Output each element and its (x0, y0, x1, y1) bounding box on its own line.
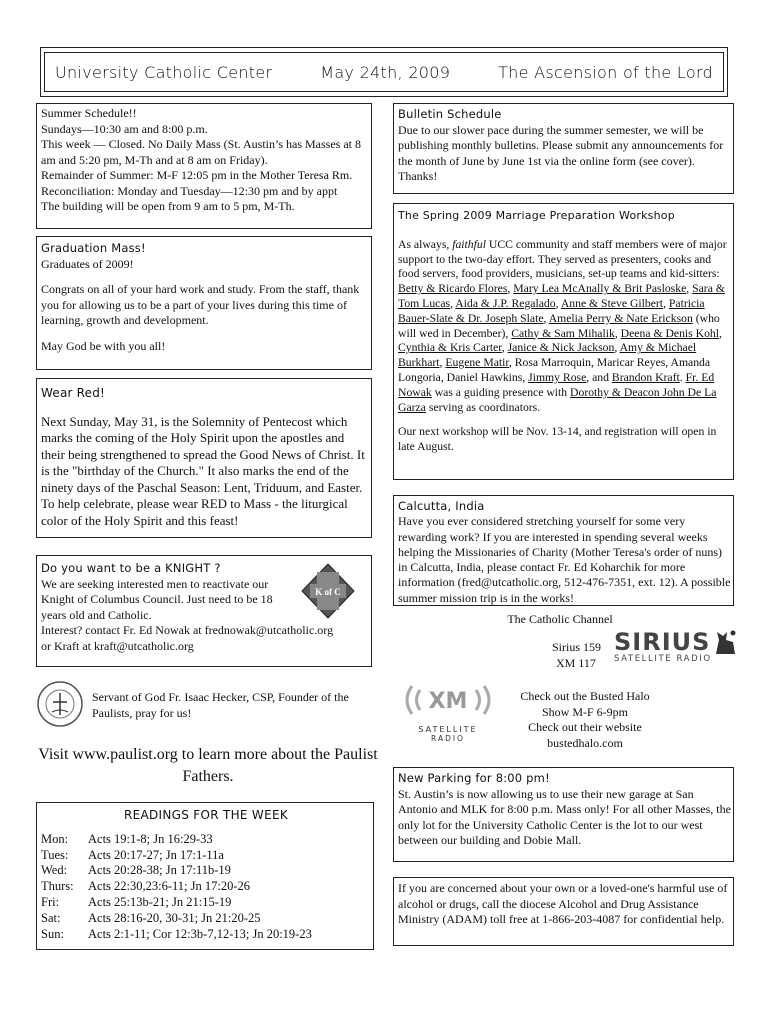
graduation-title: Graduation Mass! (41, 241, 146, 255)
graduation-text (41, 241, 369, 354)
paulist-visit: Visit www.paulist.org to learn more about the Paulist Fathers. (38, 746, 378, 785)
summer-line: Sundays—10:30 am and 8:00 p.m. (41, 121, 208, 136)
busted-line: Check out the Busted Halo (520, 689, 650, 703)
reading-day: Tues: (41, 847, 69, 862)
reading-row (41, 863, 371, 879)
wear-red-title: Wear Red! (41, 386, 106, 400)
reading-row (41, 832, 371, 848)
xm-logo-text: XM (428, 689, 468, 714)
reading-text: Acts 2:1-11; Cor 12:3b-7,12-13; Jn 20:19-23 (88, 926, 312, 941)
calcutta-title: Calcutta, India (398, 499, 485, 513)
sirius-sub-text: SATELLITE RADIO (614, 654, 712, 664)
graduation-line: Graduates of 2009! (41, 256, 134, 271)
reading-day: Wed: (41, 863, 68, 878)
sirius-logo (614, 628, 737, 664)
knight-contact: Interest? contact Fr. Ed Nowak at frednowak@utcatholic.org (41, 623, 334, 637)
reading-day: Fri: (41, 894, 60, 909)
reading-day: Sat: (41, 910, 61, 925)
hecker-prayer: Servant of God Fr. Isaac Hecker, CSP, Founder of the Paulists, pray for us! (92, 690, 349, 720)
adam-paragraph: If you are concerned about your own or a loved-one's harmful use of alcohol or drugs, call the diocese Alcohol and Drug Assistance Ministry (ADAM) toll free at 1-866-203-4087 for confidential help. (398, 881, 728, 926)
summer-title: Summer Schedule!! (41, 106, 137, 120)
calcutta-paragraph: Have you ever considered stretching yourself for some very rewarding work? If you are interested in spending several weeks helping the Missionaries of Charity (Mother Teresa's order of nuns) in Calcutta, India, please contact Fr. Ed Koharchik for more information (fred@utcatholic.org, 512-476-7351, ext. 12). A possible summer mission trip is in the works! (398, 514, 731, 605)
reading-text: Acts 20:28-38; Jn 17:11b-19 (88, 863, 231, 878)
kofc-logo-text: K of C (315, 587, 341, 597)
parking-title: New Parking for 8:00 pm! (398, 771, 550, 785)
bulletin-paragraph: Due to our slower pace during the summer semester, we will be publishing monthly bulletins. Please submit any announcements for the month of June by June 1st via the online form (see cover). Thanks! (398, 122, 724, 183)
bulletin-title: Bulletin Schedule (398, 107, 502, 121)
reading-row (41, 927, 371, 943)
header-feast: The Ascension of the Lord (498, 62, 713, 82)
channel-xm-line: XM 117 (556, 656, 596, 670)
readings-text (41, 808, 371, 942)
graduation-closing: May God be with you all! (41, 338, 166, 353)
adam-text (398, 881, 731, 928)
dog-star-icon (713, 628, 737, 656)
parking-text (398, 771, 731, 849)
marriage-next-workshop: Our next workshop will be Nov. 13-14, and registration will open in late August. (398, 425, 717, 454)
marriage-text (398, 209, 733, 455)
reading-row (41, 895, 371, 911)
channel-title: The Catholic Channel (507, 612, 613, 626)
hecker-text (92, 689, 372, 721)
marriage-paragraph: As always, faithful UCC community and staff members were of major support to the two-day effort. They served as presenters, cooks and food servers, food providers, musicians, set-up teams and kid-sitters: Betty & Ricardo Flores, Mary Lea McAnally & Brit Pasloske, Sara & Tom Lucas, Aida & J.P. Regalado, Anne & Steve Gilbert, Patricia Bauer-Slate & Dr. Joseph Slate, Amelia Perry & Nate Erickson (who will wed in December), Cathy & Sam Mihalik, Deena & Denis Kohl, Cynthia & Kris Carter, Janice & Nick Jackson, Amy & Michael Burkhart, Eugene Matir, Rosa Marroquin, Maricar Reyes, Amanda Longoria, Daniel Hawkins, Jimmy Rose, and Brandon Kraft. Fr. Ed Nowak was a guiding presence with Dorothy & Deacon John De La Garza serving as coordinators. (398, 237, 727, 414)
channel-sirius-line: Sirius 159 (552, 640, 602, 654)
readings-title: READINGS FOR THE WEEK (123, 808, 289, 822)
graduation-paragraph: Congrats on all of your hard work and study. From the staff, thank you for allowing us to be a part of your lives during this time of learning, growth and development. (41, 282, 360, 327)
reading-text: Acts 28:16-20, 30-31; Jn 21:20-25 (88, 910, 261, 925)
busted-line: Check out their website (528, 720, 642, 734)
wear-red-text (41, 385, 370, 529)
reading-row (41, 848, 371, 864)
xm-sub-text: SATELLITE (418, 725, 478, 734)
calcutta-text (398, 499, 731, 606)
xm-sub-text: RADIO (431, 734, 465, 743)
knight-contact: or Kraft at kraft@utcatholic.org (41, 638, 194, 653)
reading-row (41, 911, 371, 927)
reading-day: Sun: (41, 926, 64, 941)
summer-line: Remainder of Summer: M-F 12:05 pm in the Mother Teresa Rm. (41, 168, 353, 182)
wear-red-paragraph: Next Sunday, May 31, is the Solemnity of Pentecost which marks the coming of the Holy Spirit upon the apostles and their being strengthened to spread the Good News of Christ. It is the "birthday of the Church." It also marks the end of the ninety days of the Paschal Season: Lent, Triduum, and Easter. To help celebrate, please wear RED to Mass - the liturgical color of the Holy Spirit and this feast! (41, 413, 365, 528)
reading-text: Acts 25:13b-21; Jn 21:15-19 (88, 894, 232, 909)
knights-of-columbus-emblem-icon (300, 562, 356, 620)
parking-paragraph: St. Austin’s is now allowing us to use their new garage at San Antonio and MLK for 8:00 p.m. Mass only! For all other Masses, the only lot for the University Catholic Center is the lot to our west between our building and Dobie Mall. (398, 786, 731, 847)
sirius-logo-text: SIRIUS (614, 628, 711, 656)
bulletin-text (398, 107, 731, 185)
reading-day: Thurs: (41, 879, 74, 894)
knight-paragraph: We are seeking interested men to reactivate our Knight of Columbus Council. Just need to be 18 years old and Catholic. (41, 576, 273, 622)
header-banner (44, 52, 724, 92)
busted-line: bustedhalo.com (547, 735, 623, 750)
xm-logo (398, 680, 498, 743)
summer-schedule-text (41, 106, 369, 215)
reading-text: Acts 19:1-8; Jn 16:29-33 (88, 831, 213, 846)
reading-row (41, 879, 371, 895)
header-date: May 24th, 2009 (320, 62, 451, 82)
knight-title: Do you want to be a KNIGHT ? (41, 561, 221, 575)
summer-line: The building will be open from 9 am to 5 pm, M-Th. (41, 199, 295, 213)
summer-line: Reconciliation: Monday and Tuesday—12:30 pm and by appt (41, 183, 338, 198)
xm-radio-waves-icon (398, 680, 498, 720)
reading-day: Mon: (41, 831, 69, 846)
marriage-title: The Spring 2009 Marriage Preparation Workshop (398, 209, 675, 222)
busted-line: Show M-F 6-9pm (541, 704, 628, 719)
busted-halo-text (500, 689, 670, 751)
paulist-text (36, 744, 380, 788)
reading-text: Acts 22:30,23:6-11; Jn 17:20-26 (88, 879, 251, 894)
reading-text: Acts 20:17-27; Jn 17:1-11a (88, 847, 224, 862)
paulist-seal-icon (36, 680, 84, 728)
header-org: University Catholic Center (55, 62, 273, 82)
summer-line: This week — Closed. No Daily Mass (St. Austin’s has Masses at 8 am and 5:20 pm, M-Th and at 8 am on Friday). (41, 137, 361, 167)
